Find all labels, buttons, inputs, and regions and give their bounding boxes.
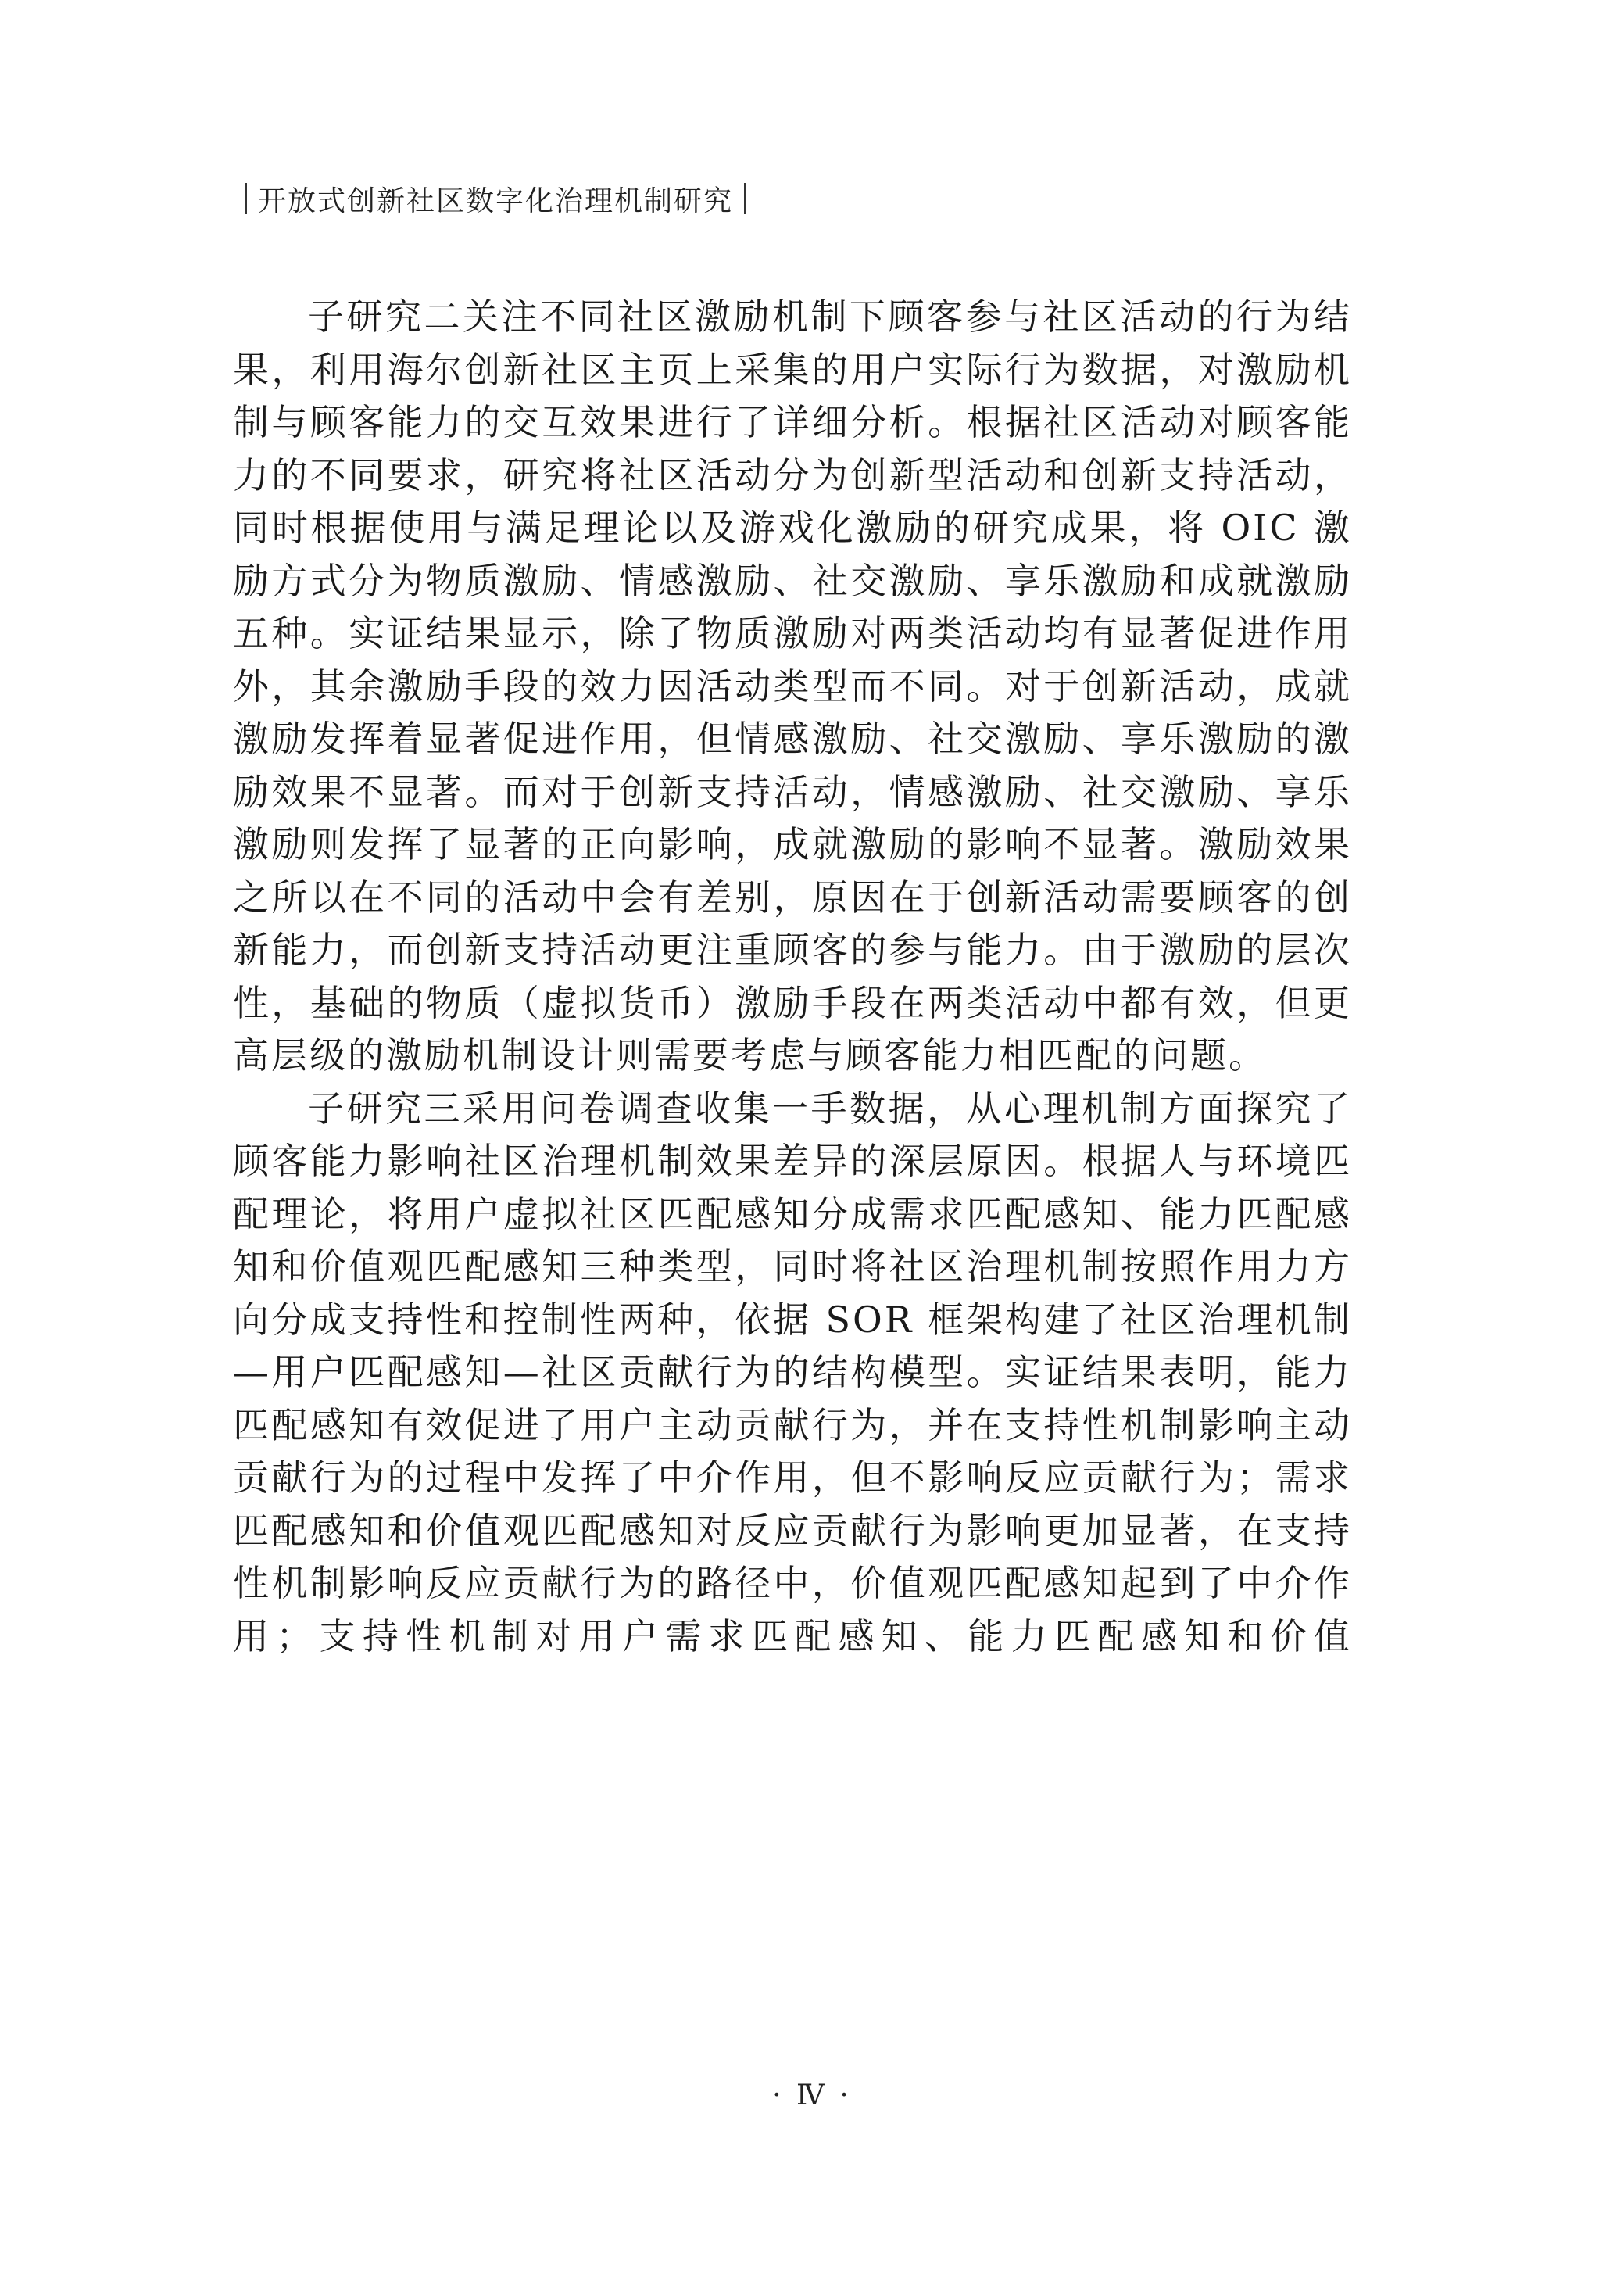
running-title: 开放式创新社区数字化治理机制研究 (258, 184, 734, 217)
page-number: · Ⅳ · (772, 2079, 852, 2112)
running-header (234, 175, 757, 222)
header-right-rule (744, 183, 746, 214)
header-left-rule (245, 183, 247, 214)
paragraph-study-two: 子研究二关注不同社区激励机制下顾客参与社区活动的行为结果，利用海尔创新社区主页上采集的用户实际行为数据，对激励机制与顾客能力的交互效果进行了详细分析。根据社区活动对顾客能力的不同要求，研究将社区活动分为创新型活动和创新支持活动，同时根据使用与满足理论以及游戏化激励的研究成果，将 OIC 激励方式分为物质激励、情感激励、社交激励、享乐激励和成就激励五种。实证结果显示，除了物质激励对两类活动均有显著促进作用外，其余激励手段的效力因活动类型而不同。对于创新活动，成就激励发挥着显著促进作用，但情感激励、社交激励、享乐激励的激励效果不显著。而对于创新支持活动，情感激励、社交激励、享乐激励则发挥了显著的正向影响，成就激励的影响不显著。激励效果之所以在不同的活动中会有差别，原因在于创新活动需要顾客的创新能力，而创新支持活动更注重顾客的参与能力。由于激励的层次性，基础的物质（虚拟货币）激励手段在两类活动中都有效，但更高层级的激励机制设计则需要考虑与顾客能力相匹配的问题。 (233, 296, 1352, 1076)
body-text (233, 291, 1352, 1663)
paragraph-study-three: 子研究三采用问卷调查收集一手数据，从心理机制方面探究了顾客能力影响社区治理机制效果差异的深层原因。根据人与环境匹配理论，将用户虚拟社区匹配感知分成需求匹配感知、能力匹配感知和价值观匹配感知三种类型，同时将社区治理机制按照作用力方向分成支持性和控制性两种，依据 SOR 框架构建了社区治理机制—用户匹配感知—社区贡献行为的结构模型。实证结果表明，能力匹配感知有效促进了用户主动贡献行为，并在支持性机制影响主动贡献行为的过程中发挥了中介作用，但不影响反应贡献行为；需求匹配感知和价值观匹配感知对反应贡献行为影响更加显著，在支持性机制影响反应贡献行为的路径中，价值观匹配感知起到了中介作用；支持性机制对用户需求匹配感知、能力匹配感知和价值 (233, 1087, 1352, 1657)
